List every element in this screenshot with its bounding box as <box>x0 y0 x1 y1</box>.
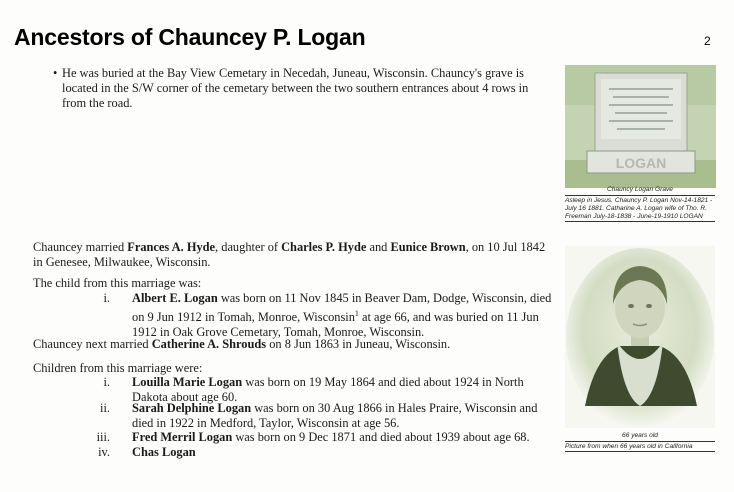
footnote-ref: 1 <box>354 309 359 318</box>
marriage1-paragraph <box>33 240 553 270</box>
gravestone-caption-body: Asleep in Jesus. Chauncy P. Logan Nov-14-1821 - July 16 1881. Catharine A. Logan wife of Tho. R. Freeman July-18-1838 - June-19-1910 LOGAN <box>565 197 715 222</box>
marriage1-text-d: , on 10 Jul 1842 in Genesee, Milwaukee, Wisconsin. <box>33 240 546 269</box>
child-text: was born on 19 May 1864 and died about 1924 in North Dakota about age 60. <box>132 375 524 404</box>
portrait-caption <box>565 432 715 452</box>
list-item-number: i. <box>103 375 110 389</box>
list-item-body <box>132 291 557 340</box>
marriage2-text-a: Chauncey next married <box>33 337 152 351</box>
child-text-2: at age 66, and was buried on 11 Jun 1912 in Oak Grove Cemetary, Tomah, Monroe, Wisconsin. <box>132 310 539 340</box>
gravestone-caption <box>565 186 715 222</box>
marriage1-father: Charles P. Hyde <box>281 240 367 254</box>
list-item-body <box>132 401 557 431</box>
child-text: was born on 11 Nov 1845 in Beaver Dam, Dodge, Wisconsin, died on 9 Jun 1912 in Tomah, Monroe, Wisconsin <box>132 291 552 325</box>
gravestone-photo <box>565 65 716 188</box>
page-number: 2 <box>704 34 711 48</box>
marriage2-paragraph <box>33 337 553 352</box>
list-item-number: iii. <box>96 430 110 444</box>
marriage2-spouse: Catherine A. Shrouds <box>151 337 267 351</box>
child-name: Louilla Marie Logan <box>132 375 243 389</box>
child-name: Chas Logan <box>132 445 196 459</box>
child-name: Fred Merril Logan <box>132 430 233 444</box>
marriage1-children-heading: The child from this marriage was: <box>33 276 202 290</box>
list-item-number: iv. <box>98 445 110 459</box>
marriage1-text-c: and <box>366 240 391 254</box>
child-name: Sarah Delphine Logan <box>132 401 252 415</box>
portrait-caption-title: 66 years old <box>565 432 715 442</box>
marriage1-text-b: , daughter of <box>215 240 282 254</box>
marriage2-children-heading: Children from this marriage were: <box>33 361 203 375</box>
burial-note-text: He was buried at the Bay View Cemetary in Necedah, Juneau, Wisconsin. Chauncy's grave is located in the S/W corner of the cemetary between the two southern entrances about 4 rows in from the road. <box>62 66 529 110</box>
child-text: was born on 9 Dec 1871 and died about 1939 about age 68. <box>232 430 530 444</box>
portrait-caption-body: Picture from when 66 years old in California <box>565 443 715 452</box>
list-item-body <box>132 430 557 445</box>
burial-note <box>53 66 552 111</box>
marriage1-text-a: Chauncey married <box>33 240 128 254</box>
list-item-body <box>132 445 557 460</box>
marriage2-text-b: on 8 Jun 1863 in Juneau, Wisconsin. <box>266 337 451 351</box>
bullet-dot-icon: • <box>53 66 58 80</box>
gravestone-caption-title: Chauncy Logan Grave <box>565 186 715 196</box>
portrait-illustration <box>565 246 715 428</box>
child-text: was born on 30 Aug 1866 in Hales Praire, Wisconsin and died in 1922 in Medford, Taylor, Wisconsin at age 56. <box>132 401 538 430</box>
list-item-number: ii. <box>100 401 110 415</box>
portrait-photo <box>565 246 715 428</box>
child-name: Albert E. Logan <box>132 291 218 305</box>
marriage1-mother: Eunice Brown <box>390 240 466 254</box>
gravestone-engraving: LOGAN <box>615 155 667 171</box>
list-item-number: i. <box>103 291 110 305</box>
page-title: Ancestors of Chauncey P. Logan <box>14 24 366 50</box>
marriage1-spouse: Frances A. Hyde <box>127 240 216 254</box>
gravestone-illustration <box>565 65 716 188</box>
